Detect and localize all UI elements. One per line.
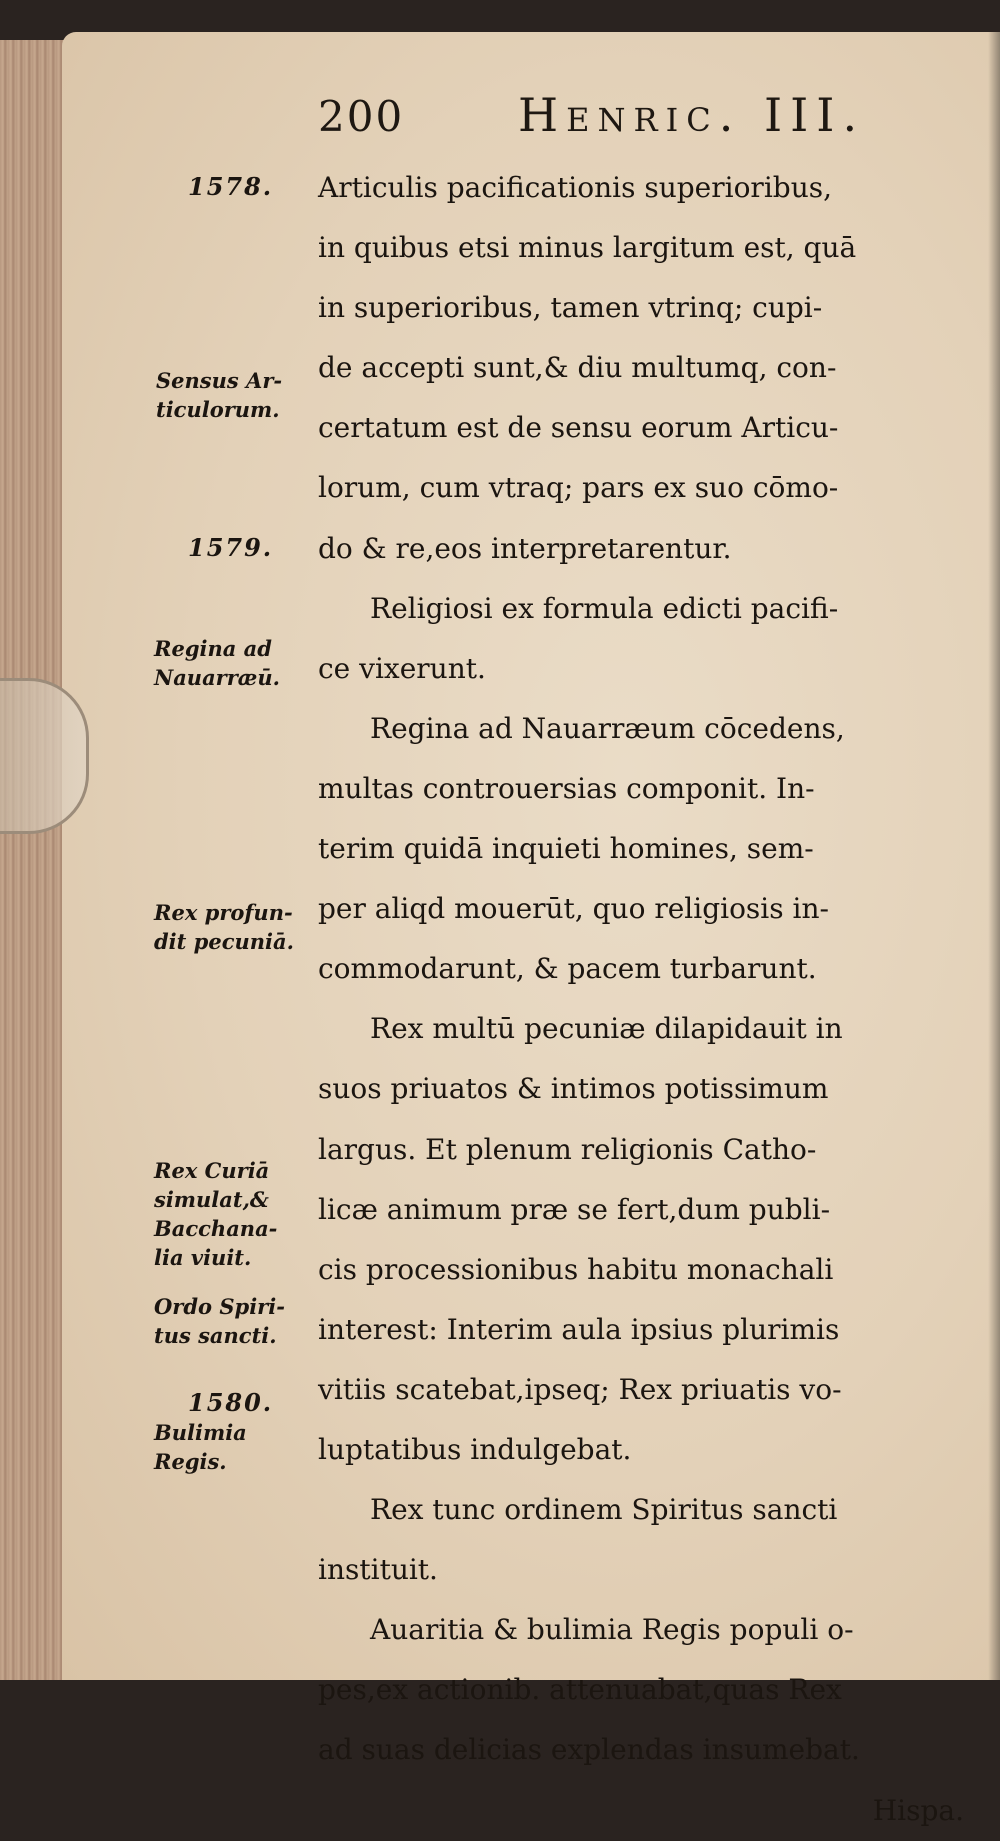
text-line: largus. Et plenum religionis Catho- (318, 1132, 817, 1166)
text-line: per aliqd mouerūt, quo religiosis in- (318, 892, 829, 926)
margin-note (154, 1418, 247, 1476)
text-line: Rex multū pecuniæ dilapidauit in (370, 1012, 843, 1046)
margin-note-line: dit pecuniā. (154, 929, 294, 954)
margin-note-line: Sensus Ar- (156, 368, 283, 393)
page-edge (0, 40, 70, 1680)
margin-note-line: Rex profun- (154, 900, 293, 925)
text-line: licæ animum præ se fert,dum publi- (318, 1192, 831, 1226)
page-number: 200 (318, 92, 405, 141)
margin-year: 1579. (188, 533, 274, 562)
margin-year: 1578. (188, 172, 274, 201)
text-line: ad suas delicias explendas insumebat. (318, 1733, 860, 1767)
margin-note-line: Bacchana- (154, 1216, 278, 1241)
text-line: Rex tunc ordinem Spiritus sancti (370, 1493, 838, 1527)
margin-note-line: tus sancti. (154, 1323, 277, 1348)
margin-note-line: Bulimia (154, 1420, 247, 1445)
text-line: multas controuersias componit. In- (318, 771, 815, 805)
text-line: Auaritia & bulimia Regis populi o- (370, 1613, 854, 1647)
margin-note-line: simulat,& (154, 1187, 269, 1212)
text-line: cis processionibus habitu monachali (318, 1252, 834, 1286)
text-line: in superioribus, tamen vtrinq; cupi- (318, 291, 823, 325)
text-line: Religiosi ex formula edicti pacifi- (370, 591, 839, 625)
page-gutter-shadow (988, 32, 1000, 1680)
text-line: terim quidā inquieti homines, sem- (318, 832, 814, 866)
margin-note (154, 898, 294, 956)
running-head: Henric. III. (518, 88, 866, 142)
text-line: ce vixerunt. (318, 651, 486, 685)
text-line: do & re,eos interpretarentur. (318, 531, 732, 565)
margin-note-line: Regina ad (154, 636, 272, 661)
text-line: lorum, cum vtraq; pars ex suo cōmo- (318, 471, 839, 505)
margin-note-line: ticulorum. (156, 397, 280, 422)
margin-note-line: Rex Curiā (154, 1158, 270, 1183)
text-line: in quibus etsi minus largitum est, quā (318, 231, 857, 265)
page-clip (0, 678, 89, 834)
margin-year: 1580. (188, 1388, 274, 1417)
text-line: pes,ex actionib. attenuabat,quas Rex (318, 1673, 842, 1707)
text-line: luptatibus indulgebat. (318, 1432, 632, 1466)
text-line: interest: Interim aula ipsius plurimis (318, 1312, 840, 1346)
margin-note (156, 366, 282, 424)
margin-note (154, 1292, 285, 1350)
margin-note-line: Regis. (154, 1449, 227, 1474)
text-line: Articulis pacificationis superioribus, (318, 171, 832, 204)
margin-note-line: Nauarræū. (154, 665, 280, 690)
text-line: Regina ad Nauarræum cōcedens, (370, 711, 845, 745)
catchword: Hispa. (872, 1793, 964, 1827)
margin-note-line: Ordo Spiri- (154, 1294, 285, 1319)
text-line: de accepti sunt,& diu multumq, con- (318, 351, 837, 385)
text-line: suos priuatos & intimos potissimum (318, 1072, 829, 1106)
margin-note (154, 634, 280, 692)
margin-note (154, 1156, 277, 1272)
page-header (318, 88, 878, 148)
text-line: instituit. (318, 1553, 438, 1587)
text-line: commodarunt, & pacem turbarunt. (318, 952, 817, 986)
text-line: certatum est de sensu eorum Articu- (318, 411, 839, 445)
body-text (318, 158, 968, 1841)
margin-note-line: lia viuit. (154, 1245, 252, 1270)
text-line: vitiis scatebat,ipseq; Rex priuatis vo- (318, 1372, 842, 1406)
